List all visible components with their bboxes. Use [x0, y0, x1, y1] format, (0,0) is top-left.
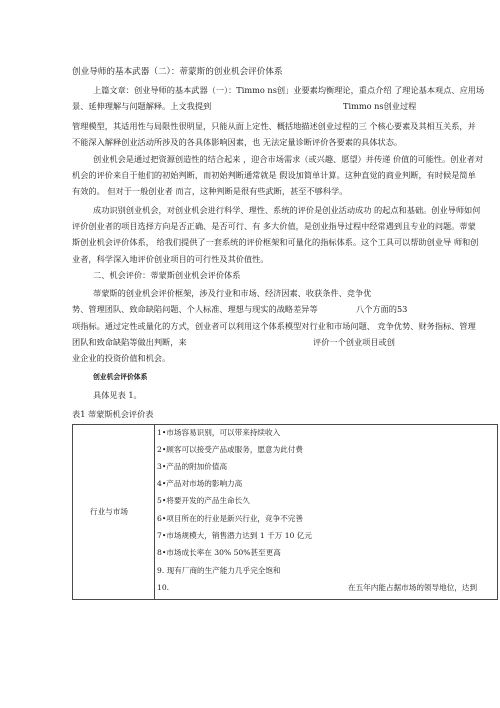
intro-line-2b: Timmo ns创业过程	[343, 101, 417, 111]
para3-line-4: 业者，科学深入地评价创业项目的可行性及其价值性。	[72, 254, 269, 264]
section2-line-2b: 八个方面的53	[356, 304, 408, 314]
table-row: 6•项目所在的行业是新兴行业，竞争不完善	[157, 514, 303, 523]
para2-line-3: 有效的。 但对于一般创业者 而言，这种判断是很有些武断，甚至不够科学。	[72, 186, 348, 196]
table-row: 9. 现有厂商的生产能力几乎完全饱和	[157, 566, 281, 575]
section2-line-4: 团队和致命缺陷等做出判断，来	[72, 337, 187, 347]
para3-line-1: 成功识别创业机会，对创业机会进行科学、理性、系统的评价是创业活动成功 的起点和基础。创业导师如何	[93, 205, 481, 215]
para2-line-1: 创业机会是通过把资源创造性的结合起来 ，迎合市场需求（或兴趣、愿望）并传递 价值的可能性。创业者对	[93, 154, 484, 164]
see-table-text: 具体见表 1。	[93, 390, 142, 400]
table-row: 8•市场成长率在 30% 50%甚至更高	[157, 548, 281, 557]
table-category-cell: 行业与市场	[90, 507, 128, 516]
para2-line-2: 机会的评价来自于他们的初始判断，而初始判断通常就是 假设加简单计算。这种直觉的商业判断，有时候是简单	[72, 170, 476, 180]
section-2-heading: 二、机会评价：蒂蒙斯创业机会评价体系	[93, 270, 241, 280]
table-row-continuation: 在五年内能占据市场的领导地位，达到	[348, 583, 478, 592]
article-title: 创业导师的基本武器（二）：蒂蒙斯的创业机会评价体系	[72, 67, 283, 77]
table-row: 3•产品的附加价值高	[157, 462, 228, 471]
intro-line-4: 不能深入解释创业活动所涉及的各具体影响因素，也 无法定量诊断评价各要素的具体状态。	[72, 137, 403, 147]
para3-line-2: 评价创业者的项目选择方向是否正确、是否可行、有 多大价值，是创业指导过程中经常遇到且专业的问题。蒂蒙	[72, 221, 476, 231]
table-row: 2•顾客可以接受产品或服务，愿意为此付费	[157, 445, 303, 454]
section2-line-1: 蒂蒙斯的创业机会评价框架，涉及行业和市场、经济因素、收获条件、竞争优	[93, 288, 372, 298]
table-row: 5•将要开发的产品生命长久	[157, 496, 250, 505]
table-caption: 表1 蒂蒙斯机会评价表	[72, 409, 154, 419]
section2-line-5: 业企业的投资价值和机会。	[72, 353, 171, 363]
section2-line-2: 势、管理团队、致命缺陷问题、个人标准、理想与现实的战略差异等	[72, 304, 318, 314]
table-column-divider	[154, 425, 155, 599]
figure-caption-small: 创业机会评价体系	[93, 373, 148, 381]
section2-line-3: 项指标。通过定性或量化的方式，创业者可以利用这个体系模型对行业和市场问题、 竞争优势、财务指标、管理	[72, 321, 476, 331]
evaluation-table	[72, 424, 498, 600]
section2-line-4b: 评价一个创业项目或创	[313, 337, 395, 347]
intro-line-1: 上篇文章：创业导师的基本武器（一）：Timmo ns创」业要素均衡理论，重点介绍 了理论基本观点、应用场	[93, 85, 485, 95]
table-row: 10.	[157, 583, 170, 592]
intro-line-2: 景、延伸理解与问题解释。上文我提到	[72, 101, 212, 111]
table-row: 1•市场容易识别，可以带来持续收入	[157, 428, 281, 437]
para3-line-3: 斯创业机会评价体系， 给我们提供了一套系统的评价框架和可量化的指标体系。这个工具可以帮助创业导 师和创	[72, 237, 479, 247]
table-row: 4•产品对市场的影响力高	[157, 479, 243, 488]
intro-line-3: 管理模型，其适用性与局限性很明显，只能从面上定性、概括地描述创业过程的三 个核心要素及其相互关系，并	[72, 121, 476, 131]
table-row: 7•市场规模大，销售潜力达到 1 千万 10 亿元	[157, 531, 312, 540]
